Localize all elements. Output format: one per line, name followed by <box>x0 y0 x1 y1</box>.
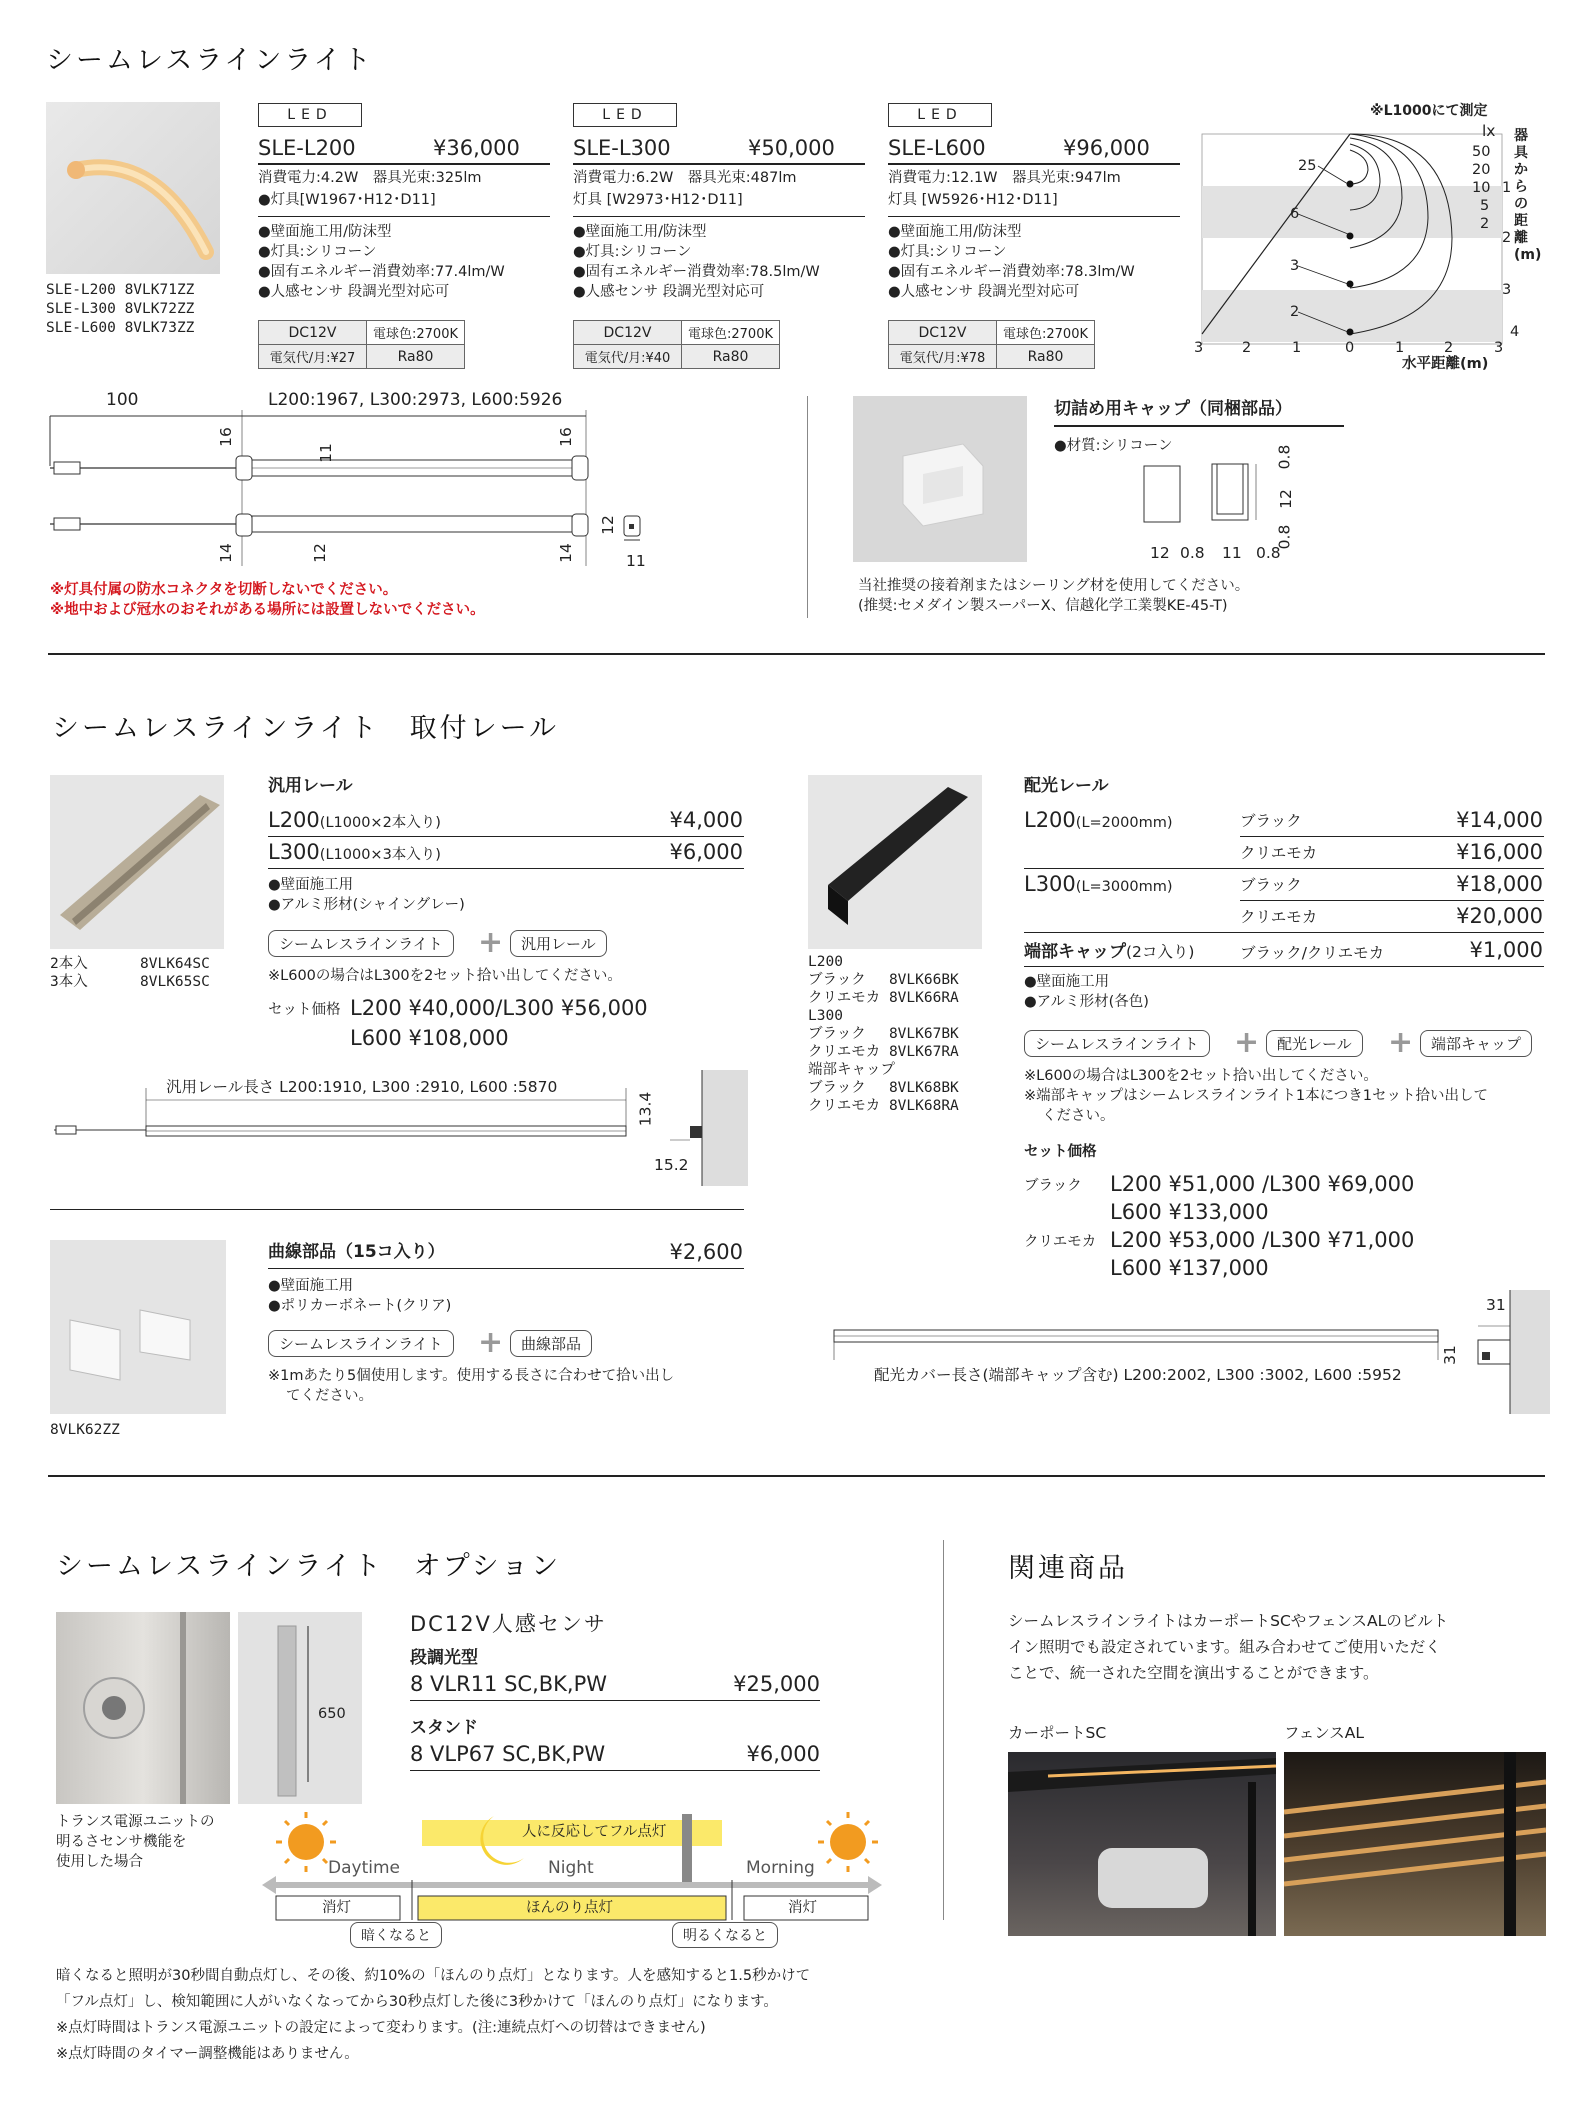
sensor-desc: ※点灯時間のタイマー調整機能はありません。 <box>56 2046 359 2062</box>
set-price-label: セット価格 <box>268 1002 341 1018</box>
led-badge: LED <box>888 103 992 127</box>
product-spec-size: 灯具 [W2973･H12･D11] <box>573 192 743 208</box>
section-title-rail: シームレスラインライト 取付レール <box>52 713 560 744</box>
led-badge: LED <box>573 103 677 127</box>
curve-part-note1: ※1mあたり5個使用します。使用する長さに合わせて拾い出し <box>268 1368 675 1384</box>
general-rail-l300 <box>268 838 441 866</box>
product-model: SLE-L300 <box>573 136 671 160</box>
dim-end11: 11 <box>626 552 646 570</box>
combo-pill-light-rail: 配光レール <box>1266 1030 1363 1057</box>
section-title-seamless-light: シームレスラインライト <box>46 45 374 76</box>
combo-pill-rail: 汎用レール <box>510 930 607 957</box>
cap-dim-bottom: 0.8 <box>1256 544 1281 562</box>
light-rail-cover-length: 配光カバー長さ(端部キャップ含む) L200:2002, L300 :3002, L600 :5952 <box>874 1366 1402 1384</box>
sensor-sub2: スタンド <box>410 1718 478 1738</box>
sensor-photo <box>56 1612 230 1804</box>
light-rail-color: ブラック <box>1240 876 1302 894</box>
combo-pill-endcap: 端部キャップ <box>1420 1030 1532 1057</box>
elec-cost-cell: 電気代/月:¥78 <box>889 345 997 369</box>
timeline-night: Night <box>548 1858 594 1878</box>
general-rail-title: 汎用レール <box>268 776 353 796</box>
dim-h16a: 16 <box>216 427 235 447</box>
timeline-morning: Morning <box>746 1858 815 1878</box>
sensor-caption: 明るさセンサ機能を <box>56 1834 187 1850</box>
spec-table <box>888 320 1095 369</box>
general-rail-graphic <box>50 775 224 949</box>
spec-table <box>258 320 465 369</box>
bulb-color-cell: 電球色:2700K <box>682 321 780 345</box>
light-rail-color: クリエモカ <box>1240 908 1318 926</box>
product-price: ¥96,000 <box>1063 136 1150 160</box>
timeline-dim: ほんのり点灯 <box>526 1900 613 1916</box>
product-price: ¥50,000 <box>748 136 835 160</box>
x-tick: 1 <box>1292 340 1302 356</box>
light-rail-note3: ください。 <box>1042 1108 1115 1124</box>
set-mocha-line1: L200 ¥53,000 /L300 ¥71,000 <box>1110 1228 1415 1252</box>
general-rail-photo <box>50 775 224 949</box>
product-model: SLE-L600 <box>888 136 986 160</box>
light-rail-note2: ※端部キャップはシームレスラインライト1本につき1セット拾い出して <box>1024 1088 1489 1104</box>
dim-h14b: 14 <box>556 543 575 563</box>
sensor-code1: 8 VLR11 SC,BK,PW <box>410 1672 608 1696</box>
light-rail-price: ¥18,000 <box>1456 872 1543 896</box>
set-mocha-line2: L600 ¥137,000 <box>1110 1256 1269 1280</box>
dim-h11: 11 <box>316 443 335 463</box>
y-tick: 2 <box>1502 230 1512 246</box>
row-label: L200 <box>1024 808 1076 832</box>
cap-dim-side: 12 <box>1276 489 1295 509</box>
feature: ●人感センサ 段調光型対応可 <box>573 284 765 300</box>
cap-graphic <box>853 396 1027 562</box>
curve-part-graphic <box>50 1240 226 1414</box>
feature: ●壁面施工用 <box>1024 974 1110 990</box>
set-black-line1: L200 ¥51,000 /L300 ¥69,000 <box>1110 1172 1415 1196</box>
lx-marker: 2 <box>1290 304 1300 320</box>
light-rail-code: 端部キャップ <box>808 1062 895 1078</box>
lx-value: 5 <box>1480 198 1490 214</box>
endcap-price: ¥1,000 <box>1469 938 1543 962</box>
dim-length: L200:1967, L300:2973, L600:5926 <box>268 390 563 410</box>
general-rail-note: ※L600の場合はL300を2セット拾い出してください。 <box>268 968 622 984</box>
photo-code-l200: SLE-L200 8VLK71ZZ <box>46 282 195 298</box>
endcap-sub: (2コ入り) <box>1126 943 1195 961</box>
light-rail-color: ブラック <box>1240 812 1302 830</box>
lx-marker: 3 <box>1290 258 1300 274</box>
light-rail-dimension <box>830 1290 1550 1414</box>
chart-graphic <box>1190 98 1542 378</box>
lx-value: 10 <box>1472 180 1491 196</box>
general-rail-code: 8VLK65SC <box>140 974 210 990</box>
y-tick: 1 <box>1502 180 1512 196</box>
led-badge: LED <box>258 103 362 127</box>
light-rail-code: L300 <box>808 1008 843 1024</box>
sensor-desc: 「フル点灯」し、検知範囲に人がいなくなってから30秒点灯した後に3秒かけて「ほんのり点灯」になります。 <box>56 1994 778 2010</box>
cap-dim-bottom: 0.8 <box>1180 544 1205 562</box>
x-tick: 0 <box>1345 340 1355 356</box>
plus-icon: + <box>478 925 504 960</box>
light-rail-dim-side: 31 <box>1440 1345 1459 1365</box>
ra-cell: Ra80 <box>682 345 780 369</box>
set-price-line1: L200 ¥40,000/L300 ¥56,000 <box>350 996 648 1020</box>
feature: ●アルミ形材(各色) <box>1024 994 1149 1010</box>
curve-part-title: 曲線部品（15コ入り） <box>268 1242 445 1262</box>
carport-graphic <box>1008 1752 1276 1936</box>
bright-trigger-label: 明るくなると <box>672 1922 778 1948</box>
light-rail-dim-top: 31 <box>1486 1296 1506 1314</box>
sensor-desc: 暗くなると照明が30秒間自動点灯し、その後、約10%の「ほんのり点灯」となります。人を感知すると1.5秒かけて <box>56 1968 811 1984</box>
feature: ●ポリカーボネート(クリア) <box>268 1298 452 1314</box>
stand-photo <box>238 1612 362 1804</box>
feature: ●人感センサ 段調光型対応可 <box>888 284 1080 300</box>
bulb-color-cell: 電球色:2700K <box>367 321 465 345</box>
related-text: シームレスラインライトはカーポートSCやフェンスALのビルト <box>1008 1612 1449 1630</box>
feature: ●灯具:シリコーン <box>573 244 692 260</box>
item-sub: (L1000×3本入り) <box>319 847 441 863</box>
general-rail-length: 汎用レール長さ L200:1910, L300 :2910, L600 :5870 <box>166 1078 558 1096</box>
x-tick: 3 <box>1194 340 1204 356</box>
related-photo2-label: フェンスAL <box>1284 1724 1364 1742</box>
lx-value: 2 <box>1480 216 1490 232</box>
dark-trigger-label: 暗くなると <box>350 1922 442 1948</box>
general-rail-l200-price: ¥4,000 <box>669 808 743 832</box>
feature: ●壁面施工用 <box>268 877 354 893</box>
general-rail-dim-h: 13.4 <box>636 1091 655 1127</box>
y-tick: 3 <box>1502 282 1512 298</box>
product-spec-power: 消費電力:6.2W 器具光束:487lm <box>573 170 797 186</box>
sensor-caption: トランス電源ユニットの <box>56 1814 215 1830</box>
feature: ●壁面施工用/防沫型 <box>888 224 1022 240</box>
cap-title: 切詰め用キャップ（同梱部品） <box>1054 399 1292 419</box>
light-rail-code: ブラック 8VLK68BK <box>808 1080 959 1096</box>
cap-dim-side: 0.8 <box>1275 524 1294 550</box>
sensor-sub1: 段調光型 <box>410 1648 478 1668</box>
light-rail-price: ¥20,000 <box>1456 904 1543 928</box>
endcap-color: ブラック/クリエモカ <box>1240 944 1385 962</box>
combo-pill-curve: 曲線部品 <box>510 1330 592 1357</box>
set-mocha-label: クリエモカ <box>1024 1234 1097 1250</box>
combo-pill-light: シームレスラインライト <box>268 930 454 957</box>
fence-graphic <box>1284 1752 1546 1936</box>
general-rail-code: 8VLK64SC <box>140 956 210 972</box>
bulb-color-cell: 電球色:2700K <box>997 321 1095 345</box>
endcap-row <box>1024 940 1194 964</box>
feature: ●固有エネルギー消費効率:78.3lm/W <box>888 264 1135 280</box>
dim-left: 100 <box>106 390 139 410</box>
light-strip-graphic <box>46 102 220 274</box>
ra-cell: Ra80 <box>367 345 465 369</box>
feature: ●壁面施工用/防沫型 <box>573 224 707 240</box>
row-sub: (L=2000mm) <box>1075 815 1173 831</box>
feature: ●人感センサ 段調光型対応可 <box>258 284 450 300</box>
related-text: ことで、統一された空間を演出することができます。 <box>1008 1664 1379 1682</box>
plus-icon: + <box>1388 1025 1414 1060</box>
plus-icon: + <box>478 1325 504 1360</box>
light-rail-code: L200 <box>808 954 843 970</box>
lx-marker: 25 <box>1298 158 1317 174</box>
dimension-drawing <box>46 386 646 586</box>
elec-cost-cell: 電気代/月:¥40 <box>574 345 682 369</box>
feature: ●アルミ形材(シャイングレー) <box>268 897 465 913</box>
light-rail-price: ¥16,000 <box>1456 840 1543 864</box>
general-rail-code: 3本入 <box>50 974 88 990</box>
cap-photo <box>853 396 1027 562</box>
feature: ●固有エネルギー消費効率:77.4lm/W <box>258 264 505 280</box>
set-price-line2: L600 ¥108,000 <box>350 1026 509 1050</box>
item-label: L200 <box>268 808 320 832</box>
timeline-daytime: Daytime <box>328 1858 400 1878</box>
endcap-label: 端部キャップ <box>1024 942 1126 962</box>
general-rail-code: 2本入 <box>50 956 88 972</box>
item-sub: (L1000×2本入り) <box>319 815 441 831</box>
light-rail-note1: ※L600の場合はL300を2セット拾い出してください。 <box>1024 1068 1378 1084</box>
carport-photo <box>1008 1752 1276 1936</box>
stand-height: 650 <box>318 1706 346 1722</box>
plus-icon: + <box>1234 1025 1260 1060</box>
feature: ●壁面施工用/防沫型 <box>258 224 392 240</box>
dim-h16b: 16 <box>556 427 575 447</box>
y-tick: 4 <box>1510 324 1520 340</box>
light-rail-code: クリエモカ 8VLK67RA <box>808 1044 959 1060</box>
lx-label: lx <box>1482 122 1496 140</box>
product-price: ¥36,000 <box>433 136 520 160</box>
timeline-off2: 消灯 <box>788 1900 817 1916</box>
fence-photo <box>1284 1752 1546 1936</box>
cap-note-adhesive: 当社推奨の接着剤またはシーリング材を使用してください。 <box>858 578 1250 594</box>
sensor-code2: 8 VLP67 SC,BK,PW <box>410 1742 606 1766</box>
x-tick: 1 <box>1395 340 1405 356</box>
combo-pill-light: シームレスラインライト <box>1024 1030 1210 1057</box>
general-rail-dim-w: 15.2 <box>654 1156 689 1174</box>
sensor-desc: ※点灯時間はトランス電源ユニットの設定によって変わります。(注:連続点灯への切替はできません) <box>56 2020 706 2036</box>
curve-part-code: 8VLK62ZZ <box>50 1422 120 1438</box>
sensor-price2: ¥6,000 <box>746 1742 820 1766</box>
x-tick: 2 <box>1242 340 1252 356</box>
set-black-line2: L600 ¥133,000 <box>1110 1200 1269 1224</box>
voltage-cell: DC12V <box>889 321 997 345</box>
timeline-off1: 消灯 <box>322 1900 351 1916</box>
general-rail-dimension <box>50 1070 750 1186</box>
feature: ●固有エネルギー消費効率:78.5lm/W <box>573 264 820 280</box>
general-rail-l300-price: ¥6,000 <box>669 840 743 864</box>
light-rail-code: クリエモカ 8VLK66RA <box>808 990 959 1006</box>
timeline-banner: 人に反応してフル点灯 <box>522 1824 667 1840</box>
feature: ●灯具:シリコーン <box>888 244 1007 260</box>
x-tick: 3 <box>1494 340 1504 356</box>
related-title: 関連商品 <box>1008 1553 1128 1584</box>
light-rail-title: 配光レール <box>1024 776 1109 796</box>
photo-code-l600: SLE-L600 8VLK73ZZ <box>46 320 195 336</box>
product-spec-power: 消費電力:4.2W 器具光束:325lm <box>258 170 482 186</box>
x-axis-label: 水平距離(m) <box>1402 356 1489 372</box>
combo-pill-light: シームレスラインライト <box>268 1330 454 1357</box>
voltage-cell: DC12V <box>574 321 682 345</box>
light-rail-row <box>1024 806 1173 834</box>
y-axis-label: 器具からの距離(m) <box>1514 128 1542 263</box>
light-rail-code: ブラック 8VLK67BK <box>808 1026 959 1042</box>
dim-end12: 12 <box>598 515 617 535</box>
light-rail-row <box>1024 870 1173 898</box>
warning-connector: ※灯具付属の防水コネクタを切断しないでください。 <box>50 582 398 598</box>
dim-h14a: 14 <box>216 543 235 563</box>
product-spec-size: 灯具 [W5926･H12･D11] <box>888 192 1058 208</box>
light-rail-code: クリエモカ 8VLK68RA <box>808 1098 959 1114</box>
light-distribution-chart <box>1190 98 1542 378</box>
spec-table <box>573 320 780 369</box>
timeline-diagram <box>262 1800 882 1934</box>
light-rail-graphic <box>808 775 982 949</box>
product-photo-seamless-light <box>46 102 220 274</box>
light-rail-color: クリエモカ <box>1240 844 1318 862</box>
cap-dim-side: 0.8 <box>1275 444 1294 470</box>
related-photo1-label: カーポートSC <box>1008 1724 1107 1742</box>
set-price-label: セット価格 <box>1024 1144 1097 1160</box>
lx-marker: 6 <box>1290 206 1300 222</box>
cap-dim-bottom: 12 <box>1150 544 1170 562</box>
feature: ●壁面施工用 <box>268 1278 354 1294</box>
sensor-caption: 使用した場合 <box>56 1854 143 1870</box>
general-rail-l200 <box>268 806 441 834</box>
related-text: イン照明でも設定されています。組み合わせてご使用いただく <box>1008 1638 1441 1656</box>
ra-cell: Ra80 <box>997 345 1095 369</box>
sensor-graphic <box>56 1612 230 1804</box>
elec-cost-cell: 電気代/月:¥27 <box>259 345 367 369</box>
x-tick: 2 <box>1444 340 1454 356</box>
curve-part-price: ¥2,600 <box>669 1240 743 1264</box>
light-rail-photo <box>808 775 982 949</box>
cap-material: ●材質:シリコーン <box>1054 438 1173 454</box>
lx-value: 50 <box>1472 144 1491 160</box>
product-spec-power: 消費電力:12.1W 器具光束:947lm <box>888 170 1121 186</box>
product-spec-size: ●灯具[W1967･H12･D11] <box>258 192 436 208</box>
voltage-cell: DC12V <box>259 321 367 345</box>
chart-note: ※L1000にて測定 <box>1370 103 1488 119</box>
cap-dimension-graphic <box>1140 440 1290 552</box>
cap-dim-bottom: 11 <box>1222 544 1242 562</box>
curve-part-photo <box>50 1240 226 1414</box>
sensor-title: DC12V人感センサ <box>410 1612 607 1636</box>
product-model: SLE-L200 <box>258 136 356 160</box>
dim-h12: 12 <box>310 543 329 563</box>
sensor-price1: ¥25,000 <box>733 1672 820 1696</box>
light-rail-code: ブラック 8VLK66BK <box>808 972 959 988</box>
light-rail-price: ¥14,000 <box>1456 808 1543 832</box>
curve-part-note2: てください。 <box>286 1388 373 1404</box>
photo-code-l300: SLE-L300 8VLK72ZZ <box>46 301 195 317</box>
lx-value: 20 <box>1472 162 1491 178</box>
set-black-label: ブラック <box>1024 1178 1082 1194</box>
row-label: L300 <box>1024 872 1076 896</box>
section-title-option: シームレスラインライト オプション <box>56 1551 562 1582</box>
cap-note-recommend: (推奨:セメダイン製スーパーX、信越化学工業製KE-45-T) <box>858 598 1228 614</box>
row-sub: (L=3000mm) <box>1075 879 1173 895</box>
feature: ●灯具:シリコーン <box>258 244 377 260</box>
warning-underground: ※地中および冠水のおそれがある場所には設置しないでください。 <box>50 602 485 618</box>
item-label: L300 <box>268 840 320 864</box>
